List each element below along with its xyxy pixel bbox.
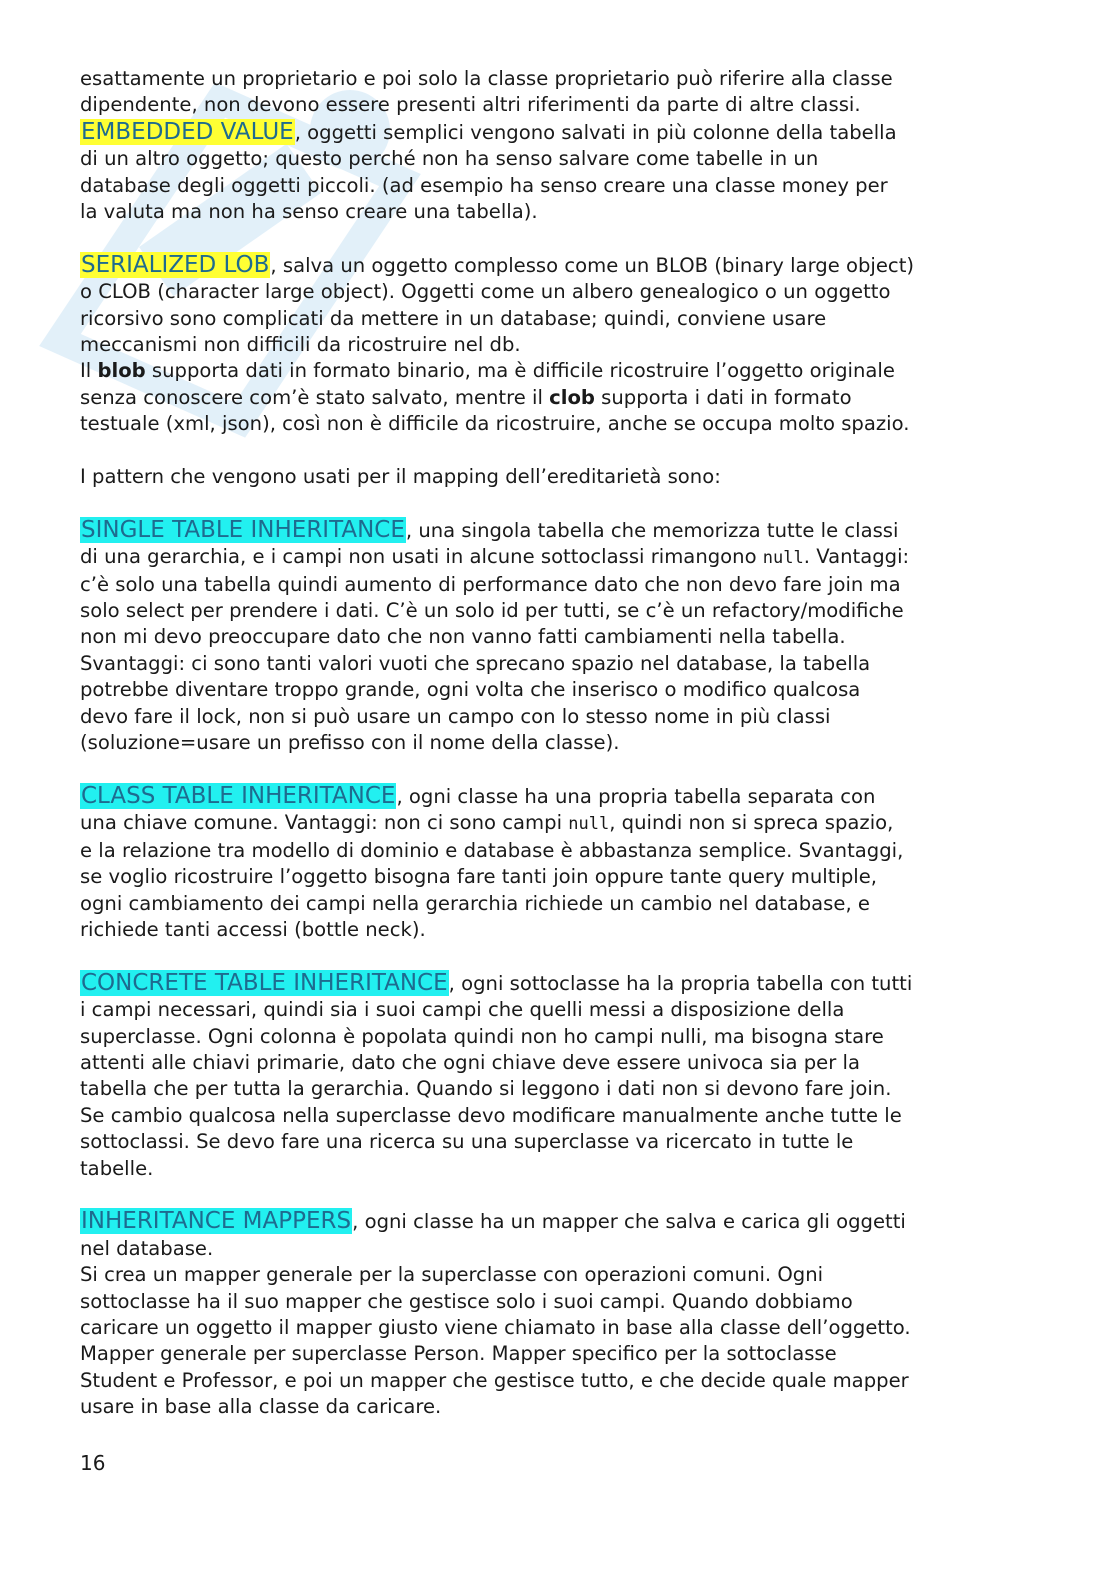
text-line: testuale (xml, json), così non è difficile da ricostruire, anche se occupa molto spazio. (80, 412, 910, 436)
text-line: attenti alle chiavi primarie, dato che ogni chiave deve essere univoca sia per la (80, 1050, 860, 1074)
text-line: di un altro oggetto; questo perché non ha senso salvare come tabelle in un (80, 147, 819, 171)
single-table-paragraph: SINGLE TABLE INHERITANCE, una singola tabella che memorizza tutte le classi (81, 516, 899, 543)
text-line: se voglio ricostruire l’oggetto bisogna fare tanti join oppure tante query multiple, (80, 865, 878, 889)
intro-line: dipendente, non devono essere presenti altri riferimenti da parte di altre classi. (80, 93, 861, 117)
text-line: di una gerarchia, e i campi non usati in alcune sottoclassi rimangono null. Vantaggi: (80, 545, 910, 569)
inheritance-mappers-paragraph: INHERITANCE MAPPERS, ogni classe ha un mapper che salva e carica gli oggetti (81, 1208, 906, 1235)
text-line: tabella che per tutta la gerarchia. Quando si leggono i dati non si devono fare join. (80, 1077, 892, 1101)
bold-term: clob (549, 385, 595, 409)
text-line: o CLOB (character large object). Oggetti come un albero genealogico o un oggetto (80, 280, 891, 304)
concrete-table-paragraph: CONCRETE TABLE INHERITANCE, ogni sottoclasse ha la propria tabella con tutti (81, 969, 913, 996)
text-line: la valuta ma non ha senso creare una tabella). (80, 200, 538, 224)
text-line: ricorsivo sono complicati da mettere in un database; quindi, conviene usare (80, 306, 827, 330)
text-line: (soluzione=usare un prefisso con il nome della classe). (80, 731, 620, 755)
text-line: nel database. (80, 1236, 214, 1260)
text-line: ogni cambiamento dei campi nella gerarchia richiede un cambio nel database, e (80, 891, 870, 915)
text-line: non mi devo preoccupare dato che non vanno fatti cambiamenti nella tabella. (80, 625, 846, 649)
term-concrete-table-inheritance: CONCRETE TABLE INHERITANCE (81, 969, 448, 996)
text-line: meccanismi non difficili da ricostruire nel db. (80, 333, 521, 357)
text-line: potrebbe diventare troppo grande, ogni volta che inserisco o modifico qualcosa (80, 678, 861, 702)
text-line: Se cambio qualcosa nella superclasse devo modificare manualmente anche tutte le (80, 1103, 902, 1127)
text-line: devo fare il lock, non si può usare un campo con lo stesso nome in più classi (80, 704, 831, 728)
patterns-intro: I pattern che vengono usati per il mapping dell’ereditarietà sono: (80, 465, 721, 489)
text-line: sottoclasse ha il suo mapper che gestisce solo i suoi campi. Quando dobbiamo (80, 1289, 853, 1313)
text-line: sottoclassi. Se devo fare una ricerca su una superclasse va ricercato in tutte le (80, 1130, 854, 1154)
bold-term: blob (97, 359, 146, 383)
term-inheritance-mappers: INHERITANCE MAPPERS (81, 1208, 352, 1235)
text-line: Si crea un mapper generale per la superclasse con operazioni comuni. Ogni (80, 1263, 824, 1287)
document-body (80, 66, 1040, 1421)
intro-line: esattamente un proprietario e poi solo la classe proprietario può riferire alla classe (80, 67, 893, 90)
term-serialized-lob: SERIALIZED LOB (81, 251, 270, 278)
text-line: Il blob supporta dati in formato binario, ma è difficile ricostruire l’oggetto originale (80, 359, 895, 383)
text-line: tabelle. (80, 1156, 154, 1180)
term-embedded-value: EMBEDDED VALUE (81, 118, 294, 145)
code-null: null (568, 814, 610, 835)
text-line: senza conoscere com’è stato salvato, mentre il clob supporta i dati in formato (80, 385, 852, 409)
text-line: caricare un oggetto il mapper giusto viene chiamato in base alla classe dell’oggetto. (80, 1316, 911, 1339)
serialized-lob-paragraph: SERIALIZED LOB, salva un oggetto complesso come un BLOB (binary large object) (81, 251, 915, 278)
term-single-table-inheritance: SINGLE TABLE INHERITANCE (81, 516, 405, 543)
page-number: 16 (80, 1451, 106, 1475)
text-line: i campi necessari, quindi sia i suoi campi che quelli messi a disposizione della (80, 998, 845, 1022)
text-line: richiede tanti accessi (bottle neck). (80, 917, 426, 941)
text-line: una chiave comune. Vantaggi: non ci sono campi null, quindi non si spreca spazio, (80, 811, 894, 835)
text-line: e la relazione tra modello di dominio e database è abbastanza semplice. Svantaggi, (80, 838, 904, 862)
text-line: Student e Professor, e poi un mapper che gestisce tutto, e che decide quale mapper (80, 1368, 909, 1392)
text-line: database degli oggetti piccoli. (ad esempio ha senso creare una classe money per (80, 173, 888, 197)
text-line: usare in base alla classe da caricare. (80, 1395, 442, 1419)
class-table-paragraph: CLASS TABLE INHERITANCE, ogni classe ha una propria tabella separata con (81, 782, 876, 809)
text-line: c’è solo una tabella quindi aumento di performance dato che non devo fare join ma (80, 572, 901, 596)
term-class-table-inheritance: CLASS TABLE INHERITANCE (81, 782, 396, 809)
text-line: Mapper generale per superclasse Person. Mapper specifico per la sottoclasse (80, 1342, 837, 1366)
text-line: superclasse. Ogni colonna è popolata quindi non ho campi nulli, ma bisogna stare (80, 1024, 884, 1048)
embedded-value-paragraph: EMBEDDED VALUE, oggetti semplici vengono salvati in più colonne della tabella (81, 118, 897, 145)
text-line: Svantaggi: ci sono tanti valori vuoti che sprecano spazio nel database, la tabella (80, 651, 871, 675)
text-line: solo select per prendere i dati. C’è un solo id per tutti, se c’è un refactory/modifiche (80, 599, 904, 623)
code-null: null (762, 548, 804, 569)
